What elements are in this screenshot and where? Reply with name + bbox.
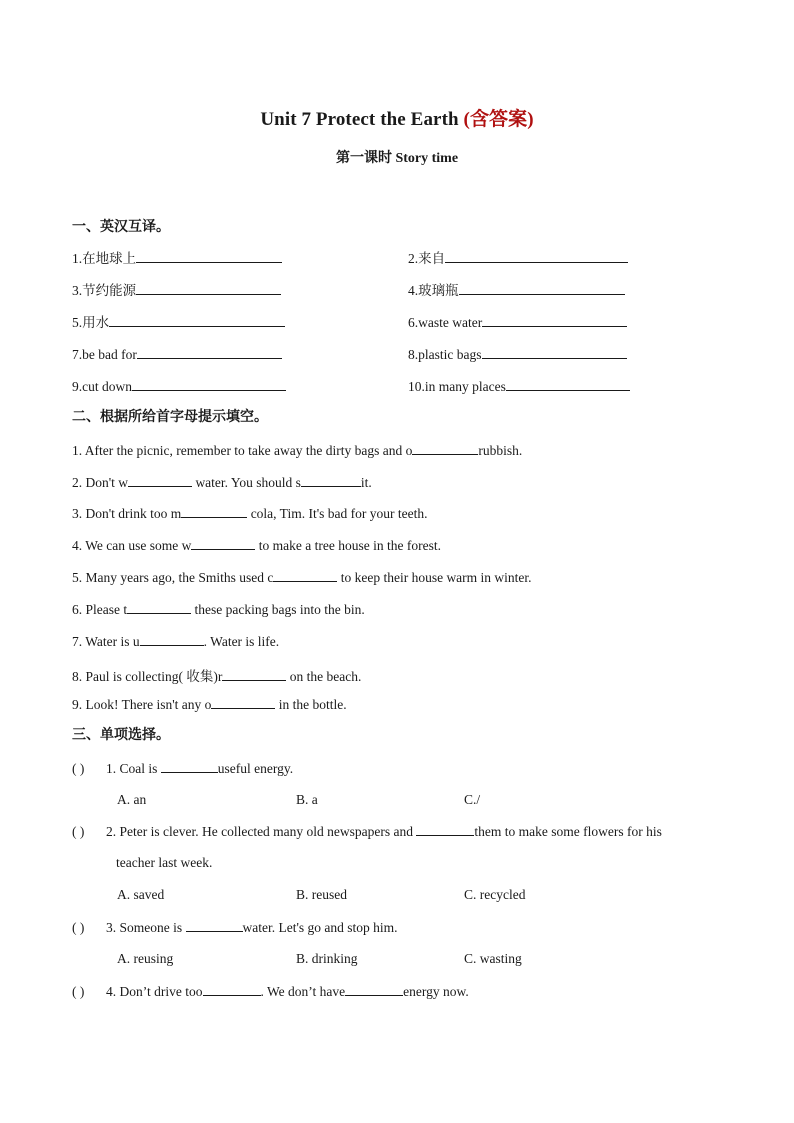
vocab-item: 10.in many places [408,378,630,396]
option-b: B. reused [296,887,347,902]
fill-item: 4. We can use some w to make a tree house in the forest. [72,538,441,553]
choice-question: ( ) 1. Coal is useful energy. [72,761,294,776]
section1-heading: 一、英汉互译。 [72,220,170,235]
choice-question: ( ) 4. Don’t drive too . We don’t have energy now. [72,984,469,999]
fill-item: 9. Look! There isn't any o in the bottle. [72,697,347,712]
answer-paren: ( ) [72,920,85,935]
option-b: B. drinking [296,951,358,966]
vocab-item: 6.waste water [408,314,627,332]
fill-item: 1. After the picnic, remember to take away the dirty bags and o rubbish. [72,443,523,458]
vocab-item: 9.cut down [72,378,286,396]
fill-item: 8. Paul is collecting( 收集)r on the beach. [72,669,362,684]
answer-paren: ( ) [72,824,85,839]
title-text: Unit 7 Protect the Earth [260,109,464,130]
answer-paren: ( ) [72,984,85,999]
page-title [0,104,794,131]
option-a: A. an [117,792,147,807]
vocab-item: 8.plastic bags [408,346,627,364]
option-a: A. reusing [117,951,174,966]
fill-item: 7. Water is u . Water is life. [72,634,280,649]
vocab-item: 7.be bad for [72,346,282,364]
fill-item: 2. Don't w water. You should s it. [72,475,372,490]
vocab-item: 2.来自 [408,250,628,268]
option-c: C./ [464,792,481,807]
option-c: C. wasting [464,951,522,966]
title-answers-note: (含答案) [463,109,534,130]
section2-heading: 二、根据所给首字母提示填空。 [72,410,268,425]
option-a: A. saved [117,887,165,902]
section3-heading: 三、单项选择。 [72,728,170,743]
vocab-item: 1.在地球上 [72,250,282,268]
fill-item: 5. Many years ago, the Smiths used c to keep their house warm in winter. [72,570,532,585]
choice-question: ( ) 3. Someone is water. Let's go and stop him. [72,920,398,935]
option-b: B. a [296,792,318,807]
vocab-item: 4.玻璃瓶 [408,282,625,300]
vocab-item: 5.用水 [72,314,285,332]
answer-paren: ( ) [72,761,85,776]
fill-item: 6. Please t these packing bags into the bin. [72,602,365,617]
fill-item: 3. Don't drink too m cola, Tim. It's bad for your teeth. [72,506,428,521]
option-c: C. recycled [464,887,526,902]
vocab-item: 3.节约能源 [72,282,281,300]
question-continuation: teacher last week. [116,855,213,870]
choice-question: ( ) 2. Peter is clever. He collected many old newspapers and them to make some flowers for his [72,824,662,839]
page-subtitle: 第一课时 Story time [335,151,459,166]
